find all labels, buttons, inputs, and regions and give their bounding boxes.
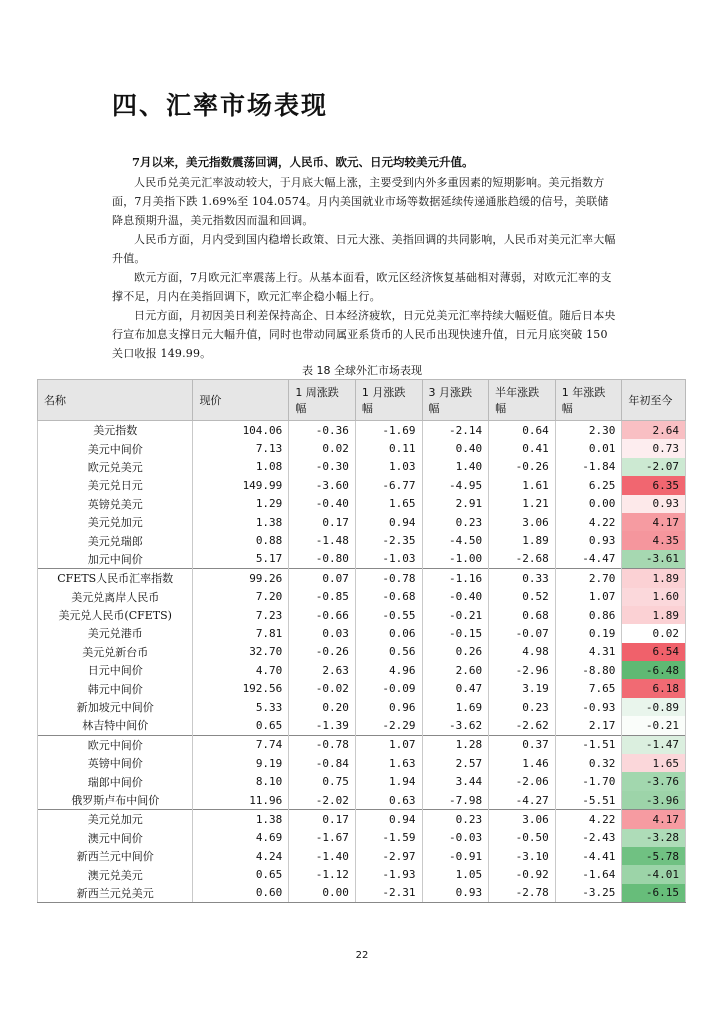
- cell-3m: 2.57: [422, 754, 489, 772]
- cell-3m: -0.40: [422, 588, 489, 606]
- cell-price: 7.13: [193, 439, 289, 457]
- cell-name: 澳元中间价: [38, 829, 193, 847]
- cell-3m: -1.00: [422, 550, 489, 569]
- cell-ytd: -0.21: [622, 716, 686, 735]
- cell-3m: 0.93: [422, 884, 489, 903]
- cell-ytd: 6.54: [622, 643, 686, 661]
- cell-price: 7.81: [193, 624, 289, 642]
- table-row: [38, 569, 686, 588]
- cell-1m: 0.94: [355, 513, 422, 531]
- cell-1w: 0.03: [289, 624, 356, 642]
- table-row: [38, 735, 686, 754]
- cell-6m: 1.21: [489, 495, 556, 513]
- cell-3m: -2.14: [422, 421, 489, 440]
- table-row: [38, 884, 686, 903]
- cell-name: 林吉特中间价: [38, 716, 193, 735]
- cell-1w: 0.17: [289, 810, 356, 829]
- cell-3m: -0.91: [422, 847, 489, 865]
- cell-1y: 2.30: [555, 421, 622, 440]
- cell-ytd: 1.89: [622, 569, 686, 588]
- cell-ytd: 0.02: [622, 624, 686, 642]
- cell-6m: 3.19: [489, 679, 556, 697]
- cell-1y: -1.84: [555, 458, 622, 476]
- body-text: [112, 173, 616, 363]
- cell-1y: 4.31: [555, 643, 622, 661]
- cell-name: 瑞郎中间价: [38, 772, 193, 790]
- table-row: [38, 661, 686, 679]
- col-header-1w: 1 周涨跌幅: [289, 380, 356, 421]
- table-row: [38, 531, 686, 549]
- cell-name: 澳元兑美元: [38, 865, 193, 883]
- cell-1m: -2.35: [355, 531, 422, 549]
- cell-1m: 1.65: [355, 495, 422, 513]
- cell-1m: -1.59: [355, 829, 422, 847]
- section-title: 四、汇率市场表现: [112, 91, 329, 120]
- table-row: [38, 513, 686, 531]
- cell-name: CFETS人民币汇率指数: [38, 569, 193, 588]
- col-header-price: 现价: [193, 380, 289, 421]
- table-row: [38, 458, 686, 476]
- cell-1y: -5.51: [555, 791, 622, 810]
- cell-ytd: -3.96: [622, 791, 686, 810]
- cell-ytd: 1.65: [622, 754, 686, 772]
- cell-1w: 0.75: [289, 772, 356, 790]
- cell-3m: 0.23: [422, 513, 489, 531]
- cell-name: 美元兑人民币(CFETS): [38, 606, 193, 624]
- cell-name: 新西兰元中间价: [38, 847, 193, 865]
- cell-price: 4.70: [193, 661, 289, 679]
- cell-6m: -0.07: [489, 624, 556, 642]
- cell-1w: -0.30: [289, 458, 356, 476]
- cell-1y: -1.70: [555, 772, 622, 790]
- cell-price: 4.24: [193, 847, 289, 865]
- cell-1y: 0.01: [555, 439, 622, 457]
- paragraph-usd: 人民币兑美元汇率波动较大，于月底大幅上涨，主要受到内外多重因素的短期影响。美元指数方面，7月美指下跌 1.69%至 104.0574。月内美国就业市场等数据延续传递通胀趋缓的信号，美联储降息预期升温，美元指数因而温和回调。: [112, 176, 609, 227]
- col-header-1m: 1 月涨跌幅: [355, 380, 422, 421]
- cell-name: 美元兑日元: [38, 476, 193, 494]
- cell-price: 7.23: [193, 606, 289, 624]
- cell-6m: 0.33: [489, 569, 556, 588]
- cell-name: 欧元中间价: [38, 735, 193, 754]
- table-header-row: [38, 380, 686, 421]
- table-row: [38, 495, 686, 513]
- cell-price: 8.10: [193, 772, 289, 790]
- table-row: [38, 865, 686, 883]
- cell-6m: -2.62: [489, 716, 556, 735]
- cell-name: 日元中间价: [38, 661, 193, 679]
- cell-name: 新加坡元中间价: [38, 698, 193, 716]
- cell-price: 9.19: [193, 754, 289, 772]
- table-caption: 表 18 全球外汇市场表现: [302, 364, 422, 377]
- cell-1y: -1.51: [555, 735, 622, 754]
- cell-1w: -0.02: [289, 679, 356, 697]
- cell-3m: -0.03: [422, 829, 489, 847]
- cell-1m: 1.63: [355, 754, 422, 772]
- cell-1w: -1.48: [289, 531, 356, 549]
- cell-1m: -6.77: [355, 476, 422, 494]
- cell-1m: 1.03: [355, 458, 422, 476]
- cell-3m: 2.91: [422, 495, 489, 513]
- cell-3m: 0.23: [422, 810, 489, 829]
- cell-6m: 1.89: [489, 531, 556, 549]
- cell-ytd: -1.47: [622, 735, 686, 754]
- cell-price: 0.65: [193, 865, 289, 883]
- table-row: [38, 606, 686, 624]
- cell-ytd: -3.61: [622, 550, 686, 569]
- cell-1w: -1.12: [289, 865, 356, 883]
- cell-1y: 2.70: [555, 569, 622, 588]
- cell-ytd: 0.93: [622, 495, 686, 513]
- cell-3m: 0.40: [422, 439, 489, 457]
- cell-1y: -3.25: [555, 884, 622, 903]
- cell-1m: -2.31: [355, 884, 422, 903]
- cell-3m: 1.69: [422, 698, 489, 716]
- paragraph-jpy: 日元方面，月初因美日利差保持高企、日本经济疲软，日元兑美元汇率持续大幅贬值。随后日本央行宣布加息支撑日元大幅升值，同时也带动同属亚系货币的人民币出现快速升值，日元月底突破 150 关口收报 149.99。: [112, 309, 616, 360]
- cell-3m: 1.28: [422, 735, 489, 754]
- cell-1m: 0.06: [355, 624, 422, 642]
- cell-1w: 0.07: [289, 569, 356, 588]
- cell-name: 英镑中间价: [38, 754, 193, 772]
- col-header-3m: 3 月涨跌幅: [422, 380, 489, 421]
- cell-ytd: 1.60: [622, 588, 686, 606]
- cell-6m: -0.92: [489, 865, 556, 883]
- table-row: [38, 643, 686, 661]
- cell-ytd: -6.48: [622, 661, 686, 679]
- cell-1y: 0.32: [555, 754, 622, 772]
- cell-price: 7.74: [193, 735, 289, 754]
- table-row: [38, 847, 686, 865]
- col-header-ytd: 年初至今: [622, 380, 686, 421]
- cell-3m: -3.62: [422, 716, 489, 735]
- cell-1y: 0.86: [555, 606, 622, 624]
- cell-6m: -4.27: [489, 791, 556, 810]
- cell-3m: -4.95: [422, 476, 489, 494]
- cell-6m: 3.06: [489, 513, 556, 531]
- cell-ytd: 1.89: [622, 606, 686, 624]
- cell-1y: 0.19: [555, 624, 622, 642]
- cell-6m: 4.98: [489, 643, 556, 661]
- fx-market-table: [37, 379, 686, 903]
- cell-1y: -1.64: [555, 865, 622, 883]
- cell-1w: -0.36: [289, 421, 356, 440]
- cell-1y: 4.22: [555, 810, 622, 829]
- cell-1w: -2.02: [289, 791, 356, 810]
- cell-1m: -0.55: [355, 606, 422, 624]
- cell-ytd: -2.07: [622, 458, 686, 476]
- cell-3m: -1.16: [422, 569, 489, 588]
- cell-1w: 0.20: [289, 698, 356, 716]
- cell-1y: 0.00: [555, 495, 622, 513]
- cell-1w: -3.60: [289, 476, 356, 494]
- table-body: [38, 421, 686, 903]
- cell-ytd: 6.35: [622, 476, 686, 494]
- cell-6m: 0.41: [489, 439, 556, 457]
- cell-1y: -0.93: [555, 698, 622, 716]
- cell-1y: 4.22: [555, 513, 622, 531]
- cell-price: 4.69: [193, 829, 289, 847]
- cell-name: 美元兑新台币: [38, 643, 193, 661]
- cell-1w: 2.63: [289, 661, 356, 679]
- paragraph-cny: 人民币方面，月内受到国内稳增长政策、日元大涨、美指回调的共同影响，人民币对美元汇率大幅升值。: [112, 233, 616, 265]
- cell-1y: -4.47: [555, 550, 622, 569]
- cell-name: 加元中间价: [38, 550, 193, 569]
- table-row: [38, 476, 686, 494]
- cell-1m: 0.56: [355, 643, 422, 661]
- cell-6m: 0.64: [489, 421, 556, 440]
- cell-price: 0.88: [193, 531, 289, 549]
- cell-1w: -1.40: [289, 847, 356, 865]
- cell-1m: 0.96: [355, 698, 422, 716]
- cell-ytd: 4.17: [622, 810, 686, 829]
- cell-1y: -4.41: [555, 847, 622, 865]
- table-row: [38, 421, 686, 440]
- cell-6m: 1.46: [489, 754, 556, 772]
- table-row: [38, 716, 686, 735]
- cell-3m: 0.26: [422, 643, 489, 661]
- cell-6m: -2.06: [489, 772, 556, 790]
- cell-1w: -0.80: [289, 550, 356, 569]
- cell-1y: 2.17: [555, 716, 622, 735]
- table-row: [38, 698, 686, 716]
- cell-1m: -2.97: [355, 847, 422, 865]
- cell-1m: -1.69: [355, 421, 422, 440]
- col-header-name: 名称: [38, 380, 193, 421]
- cell-price: 32.70: [193, 643, 289, 661]
- cell-1m: 1.94: [355, 772, 422, 790]
- col-header-1y: 1 年涨跌幅: [555, 380, 622, 421]
- cell-1y: 7.65: [555, 679, 622, 697]
- cell-1w: -1.39: [289, 716, 356, 735]
- cell-6m: -2.96: [489, 661, 556, 679]
- cell-1m: -2.29: [355, 716, 422, 735]
- paragraph-eur: 欧元方面，7月欧元汇率震荡上行。从基本面看，欧元区经济恢复基础相对薄弱，对欧元汇率的支撑不足，月内在美指回调下，欧元汇率企稳小幅上行。: [112, 271, 612, 303]
- cell-1m: -1.93: [355, 865, 422, 883]
- cell-1m: 0.11: [355, 439, 422, 457]
- cell-1w: -0.26: [289, 643, 356, 661]
- table-row: [38, 754, 686, 772]
- cell-1m: -0.78: [355, 569, 422, 588]
- cell-ytd: 2.64: [622, 421, 686, 440]
- cell-6m: -2.68: [489, 550, 556, 569]
- cell-name: 韩元中间价: [38, 679, 193, 697]
- cell-ytd: -3.28: [622, 829, 686, 847]
- cell-1y: -8.80: [555, 661, 622, 679]
- cell-name: 英镑兑美元: [38, 495, 193, 513]
- cell-1y: 6.25: [555, 476, 622, 494]
- cell-price: 99.26: [193, 569, 289, 588]
- cell-1w: -0.66: [289, 606, 356, 624]
- cell-1y: 1.07: [555, 588, 622, 606]
- cell-name: 新西兰元兑美元: [38, 884, 193, 903]
- cell-ytd: -3.76: [622, 772, 686, 790]
- cell-3m: 0.47: [422, 679, 489, 697]
- cell-price: 1.29: [193, 495, 289, 513]
- cell-ytd: 4.35: [622, 531, 686, 549]
- cell-6m: 3.06: [489, 810, 556, 829]
- cell-ytd: -5.78: [622, 847, 686, 865]
- cell-6m: -0.26: [489, 458, 556, 476]
- cell-price: 11.96: [193, 791, 289, 810]
- cell-name: 美元中间价: [38, 439, 193, 457]
- table-row: [38, 679, 686, 697]
- cell-1w: -0.85: [289, 588, 356, 606]
- cell-name: 美元兑加元: [38, 513, 193, 531]
- cell-1w: 0.17: [289, 513, 356, 531]
- cell-price: 104.06: [193, 421, 289, 440]
- cell-3m: 1.05: [422, 865, 489, 883]
- cell-1m: 0.63: [355, 791, 422, 810]
- lead-sentence: 7月以来，美元指数震荡回调，人民币、欧元、日元均较美元升值。: [132, 155, 474, 169]
- cell-ytd: 4.17: [622, 513, 686, 531]
- cell-price: 7.20: [193, 588, 289, 606]
- cell-1w: -1.67: [289, 829, 356, 847]
- cell-3m: -0.15: [422, 624, 489, 642]
- cell-1y: 0.93: [555, 531, 622, 549]
- table-row: [38, 791, 686, 810]
- cell-1m: 1.07: [355, 735, 422, 754]
- cell-price: 0.65: [193, 716, 289, 735]
- cell-ytd: -4.01: [622, 865, 686, 883]
- table-row: [38, 550, 686, 569]
- cell-6m: 0.52: [489, 588, 556, 606]
- cell-name: 欧元兑美元: [38, 458, 193, 476]
- cell-1m: -0.09: [355, 679, 422, 697]
- cell-ytd: -0.89: [622, 698, 686, 716]
- cell-3m: 1.40: [422, 458, 489, 476]
- cell-1w: 0.00: [289, 884, 356, 903]
- col-header-6m: 半年涨跌幅: [489, 380, 556, 421]
- page-number: 22: [355, 950, 369, 961]
- cell-name: 美元兑瑞郎: [38, 531, 193, 549]
- table-row: [38, 439, 686, 457]
- cell-6m: 0.23: [489, 698, 556, 716]
- cell-1m: -0.68: [355, 588, 422, 606]
- cell-price: 1.38: [193, 513, 289, 531]
- cell-3m: 3.44: [422, 772, 489, 790]
- cell-name: 美元兑加元: [38, 810, 193, 829]
- cell-price: 0.60: [193, 884, 289, 903]
- cell-price: 1.08: [193, 458, 289, 476]
- cell-1m: -1.03: [355, 550, 422, 569]
- table-row: [38, 772, 686, 790]
- cell-1w: -0.84: [289, 754, 356, 772]
- cell-name: 美元兑港币: [38, 624, 193, 642]
- cell-name: 美元兑离岸人民币: [38, 588, 193, 606]
- cell-1w: -0.40: [289, 495, 356, 513]
- cell-ytd: 6.18: [622, 679, 686, 697]
- cell-name: 美元指数: [38, 421, 193, 440]
- table-row: [38, 829, 686, 847]
- cell-6m: 0.68: [489, 606, 556, 624]
- cell-1m: 0.94: [355, 810, 422, 829]
- cell-6m: -0.50: [489, 829, 556, 847]
- cell-ytd: -6.15: [622, 884, 686, 903]
- cell-3m: 2.60: [422, 661, 489, 679]
- cell-price: 192.56: [193, 679, 289, 697]
- table-row: [38, 588, 686, 606]
- cell-3m: -0.21: [422, 606, 489, 624]
- table-row: [38, 624, 686, 642]
- cell-1w: -0.78: [289, 735, 356, 754]
- cell-6m: 0.37: [489, 735, 556, 754]
- cell-6m: -3.10: [489, 847, 556, 865]
- cell-price: 5.17: [193, 550, 289, 569]
- cell-ytd: 0.73: [622, 439, 686, 457]
- cell-name: 俄罗斯卢布中间价: [38, 791, 193, 810]
- cell-1m: 4.96: [355, 661, 422, 679]
- cell-6m: 1.61: [489, 476, 556, 494]
- table-row: [38, 810, 686, 829]
- cell-1w: 0.02: [289, 439, 356, 457]
- cell-price: 1.38: [193, 810, 289, 829]
- cell-6m: -2.78: [489, 884, 556, 903]
- cell-3m: -7.98: [422, 791, 489, 810]
- cell-1y: -2.43: [555, 829, 622, 847]
- cell-price: 149.99: [193, 476, 289, 494]
- cell-3m: -4.50: [422, 531, 489, 549]
- cell-price: 5.33: [193, 698, 289, 716]
